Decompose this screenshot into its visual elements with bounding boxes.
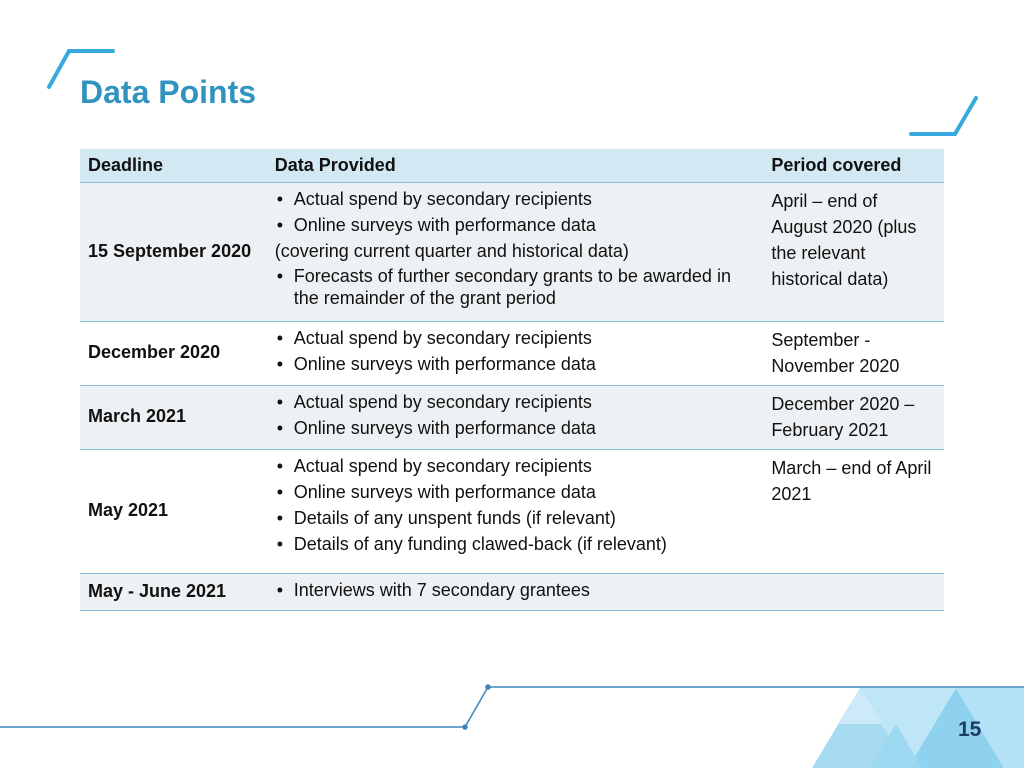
data-list: [275, 577, 756, 603]
footer-triangles: [812, 688, 1024, 768]
deadline-cell: May 2021: [80, 450, 267, 574]
list-item: • Online surveys with performance data: [275, 479, 756, 505]
header-data-provided: Data Provided: [267, 149, 764, 183]
table-row: [80, 450, 944, 574]
period-cell: September - November 2020: [763, 322, 944, 386]
period-cell: April – end of August 2020 (plus the relevant historical data): [763, 183, 944, 322]
list-item: • Online surveys with performance data: [275, 351, 756, 377]
table-header-row: [80, 149, 944, 183]
data-provided-cell: [267, 322, 764, 386]
list-item: • Actual spend by secondary recipients: [275, 453, 756, 479]
right-bracket: [911, 98, 976, 134]
data-provided-cell: [267, 574, 764, 611]
data-provided-cell: [267, 450, 764, 574]
data-list: [275, 389, 756, 441]
deadline-cell: May - June 2021: [80, 574, 267, 611]
table-row: [80, 183, 944, 322]
data-list: [275, 453, 756, 557]
list-item: • Actual spend by secondary recipients: [275, 325, 756, 351]
period-cell: March – end of April 2021: [763, 450, 944, 574]
table-row: [80, 574, 944, 611]
page-number: 15: [958, 718, 982, 741]
header-deadline: Deadline: [80, 149, 267, 183]
period-cell: [763, 574, 944, 611]
data-points-table: [80, 149, 944, 611]
table-row: [80, 386, 944, 450]
data-list: [275, 265, 756, 309]
deadline-cell: December 2020: [80, 322, 267, 386]
list-item: • Actual spend by secondary recipients: [275, 186, 756, 212]
list-item: • Details of any funding clawed-back (if relevant): [275, 531, 756, 557]
data-list: [275, 325, 756, 377]
data-provided-cell: [267, 386, 764, 450]
list-item: • Interviews with 7 secondary grantees: [275, 577, 756, 603]
data-note: (covering current quarter and historical data): [274, 241, 629, 261]
slide-title: Data Points: [80, 74, 257, 110]
list-item: • Online surveys with performance data: [275, 415, 756, 441]
list-item: • Online surveys with performance data: [275, 212, 756, 238]
list-item: • Actual spend by secondary recipients: [275, 389, 756, 415]
data-provided-cell: [267, 183, 764, 322]
deadline-cell: 15 September 2020: [80, 183, 267, 322]
data-list: [275, 186, 756, 238]
list-item: • Details of any unspent funds (if relevant): [275, 505, 756, 531]
table-row: [80, 322, 944, 386]
list-item: • Forecasts of further secondary grants to be awarded in the remainder of the grant period: [275, 265, 756, 309]
period-cell: December 2020 – February 2021: [763, 386, 944, 450]
header-period-covered: Period covered: [763, 149, 944, 183]
deadline-cell: March 2021: [80, 386, 267, 450]
